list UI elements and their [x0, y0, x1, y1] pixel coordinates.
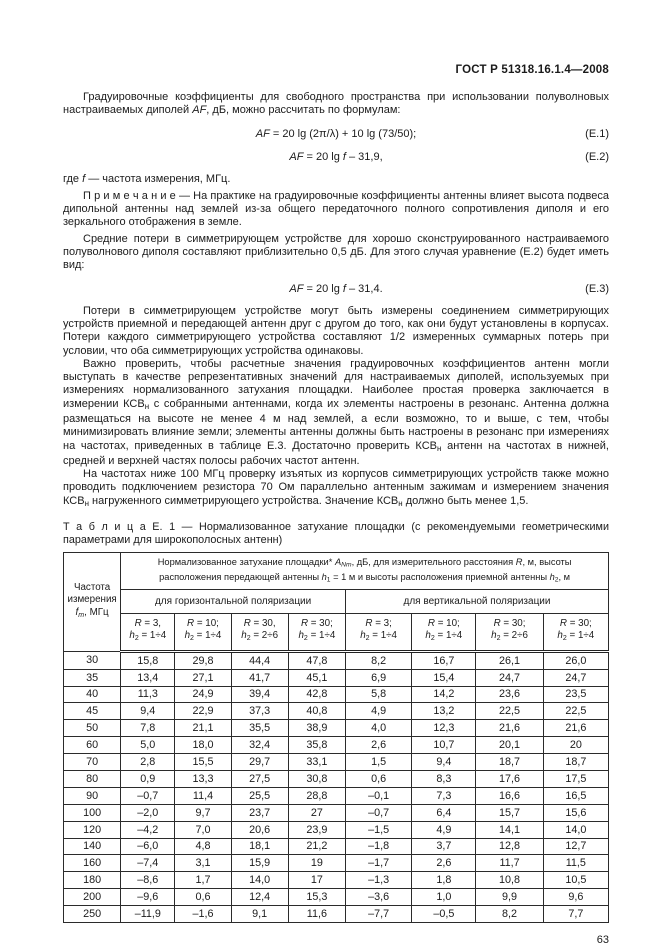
table-caption: Т а б л и ц а Е. 1 — Нормализованное затухание площадки (с рекомендуемыми геометрическими параметрами для широкополосных антенн)	[63, 521, 609, 547]
value-cell: 9,4	[121, 703, 175, 720]
value-cell: 4,0	[345, 720, 411, 737]
value-cell: 30,8	[288, 770, 345, 787]
value-cell: 14,1	[476, 821, 543, 838]
value-cell: 3,1	[175, 855, 231, 872]
col-header-main: Нормализованное затухание площадки* ANm, дБ, для измерительного расстояния R, м, высоты расположения передающей антенны h1 = 1 м и высоты расположения приемной антенны h2, м	[121, 553, 609, 590]
value-cell: 37,3	[231, 703, 288, 720]
paragraph-note: П р и м е ч а н и е — На практике на градуировочные коэффициенты антенны влияет высота подвеса дипольной антенны над землей из-за общего передаточного полного сопротивления диполя и его зеркального отображения в земле.	[63, 189, 609, 229]
value-cell: 11,4	[175, 787, 231, 804]
table-body	[64, 651, 609, 922]
value-cell: 15,7	[476, 804, 543, 821]
document-header: ГОСТ Р 51318.16.1.4—2008	[455, 64, 609, 76]
page-number: 63	[596, 933, 609, 946]
value-cell: 20,6	[231, 821, 288, 838]
value-cell: 11,6	[288, 906, 345, 923]
frequency-cell: 100	[64, 804, 121, 821]
table-e1	[63, 552, 609, 923]
value-cell: 39,4	[231, 686, 288, 703]
value-cell: 9,9	[476, 889, 543, 906]
value-cell: 23,9	[288, 821, 345, 838]
value-cell: 16,5	[543, 787, 608, 804]
paragraph-where: где f — частота измерения, МГц.	[63, 172, 231, 185]
value-cell: 21,6	[476, 720, 543, 737]
frequency-cell: 140	[64, 838, 121, 855]
value-cell: 26,0	[543, 651, 608, 669]
value-cell: –0,7	[121, 787, 175, 804]
value-cell: 32,4	[231, 737, 288, 754]
frequency-cell: 70	[64, 754, 121, 771]
value-cell: –1,3	[345, 872, 411, 889]
value-cell: 22,5	[476, 703, 543, 720]
value-cell: 17,6	[476, 770, 543, 787]
value-cell: 19	[288, 855, 345, 872]
col-header-frequency: Частота измерения fm, МГц	[64, 553, 121, 651]
value-cell: 23,5	[543, 686, 608, 703]
formula-e1-number: (Е.1)	[585, 127, 609, 140]
value-cell: 17	[288, 872, 345, 889]
value-cell: 41,7	[231, 669, 288, 686]
col-subheader-v-r30a: R = 30; h2 = 2÷6	[476, 613, 543, 651]
value-cell: –11,9	[121, 906, 175, 923]
value-cell: 35,5	[231, 720, 288, 737]
value-cell: 8,2	[345, 651, 411, 669]
value-cell: 11,7	[476, 855, 543, 872]
table-row	[64, 686, 609, 703]
value-cell: 10,8	[476, 872, 543, 889]
table-header	[64, 553, 609, 651]
formula-e3	[63, 282, 609, 296]
col-subheader-h-r30b: R = 30; h2 = 1÷4	[288, 613, 345, 651]
value-cell: 6,4	[412, 804, 476, 821]
table-row	[64, 804, 609, 821]
value-cell: 38,9	[288, 720, 345, 737]
value-cell: 27,5	[231, 770, 288, 787]
value-cell: 21,1	[175, 720, 231, 737]
value-cell: 9,4	[412, 754, 476, 771]
value-cell: 13,3	[175, 770, 231, 787]
value-cell: 23,6	[476, 686, 543, 703]
value-cell: 9,6	[543, 889, 608, 906]
value-cell: 12,4	[231, 889, 288, 906]
value-cell: 12,3	[412, 720, 476, 737]
value-cell: 5,8	[345, 686, 411, 703]
value-cell: –4,2	[121, 821, 175, 838]
formula-e3-body: AF = 20 lg f – 31,4.	[289, 282, 383, 295]
value-cell: –7,4	[121, 855, 175, 872]
value-cell: –2,0	[121, 804, 175, 821]
value-cell: 0,6	[345, 770, 411, 787]
frequency-cell: 50	[64, 720, 121, 737]
value-cell: 16,6	[476, 787, 543, 804]
paragraph-important: Важно проверить, чтобы расчетные значения градуировочных коэффициентов антенн могли выступать в качестве репрезентативных значений для настраиваемых диполей, используемых при измерениях нормализованного затухания площадки. Наиболее простая проверка заключается в измерении КСВн с собранными антеннами, когда их элементы настроены в резонанс. Антенна должна размещаться на высоте не менее 4 м над землей, а если возможно, то и выше, с тем, чтобы минимизировать влияние земли; элементы антенны должны быть настроены в резонанс при измерениях на частотах, приведенных в таблице Е.3. Достаточно проверить КСВн антенн на частотах в нижней, средней и верхней частях полосы рабочих частот антенн.	[63, 357, 610, 467]
value-cell: –1,8	[345, 838, 411, 855]
value-cell: –3,6	[345, 889, 411, 906]
value-cell: –1,5	[345, 821, 411, 838]
value-cell: 15,6	[543, 804, 608, 821]
value-cell: 45,1	[288, 669, 345, 686]
paragraph-balun-loss: Средние потери в симметрирующем устройстве для хорошо сконструированного настраиваемого полуволнового диполя составляют приблизительно 0,5 дБ. Для этого случая уравнение (Е.2) будет иметь вид:	[63, 232, 609, 272]
value-cell: –0,1	[345, 787, 411, 804]
value-cell: 2,6	[412, 855, 476, 872]
value-cell: 17,5	[543, 770, 608, 787]
value-cell: 24,7	[476, 669, 543, 686]
value-cell: 18,7	[476, 754, 543, 771]
value-cell: 4,9	[345, 703, 411, 720]
table-row	[64, 669, 609, 686]
value-cell: 18,7	[543, 754, 608, 771]
table-header-row-sub	[64, 613, 609, 651]
table-row	[64, 838, 609, 855]
col-subheader-h-r10: R = 10; h2 = 1÷4	[175, 613, 231, 651]
value-cell: 33,1	[288, 754, 345, 771]
value-cell: 10,5	[543, 872, 608, 889]
value-cell: –9,6	[121, 889, 175, 906]
frequency-cell: 250	[64, 906, 121, 923]
value-cell: 15,4	[412, 669, 476, 686]
col-subheader-v-r10: R = 10; h2 = 1÷4	[412, 613, 476, 651]
frequency-cell: 40	[64, 686, 121, 703]
value-cell: 1,8	[412, 872, 476, 889]
value-cell: –0,7	[345, 804, 411, 821]
formula-e1	[63, 127, 609, 141]
value-cell: 4,8	[175, 838, 231, 855]
table-row	[64, 770, 609, 787]
value-cell: 15,5	[175, 754, 231, 771]
value-cell: –6,0	[121, 838, 175, 855]
col-subheader-h-r3: R = 3, h2 = 1÷4	[121, 613, 175, 651]
frequency-cell: 120	[64, 821, 121, 838]
frequency-cell: 45	[64, 703, 121, 720]
value-cell: 20,1	[476, 737, 543, 754]
col-subheader-v-r30b: R = 30; h2 = 1÷4	[543, 613, 608, 651]
value-cell: 18,0	[175, 737, 231, 754]
value-cell: 24,9	[175, 686, 231, 703]
frequency-cell: 35	[64, 669, 121, 686]
value-cell: 15,3	[288, 889, 345, 906]
formula-e2	[63, 150, 609, 164]
col-group-horizontal-polarization: для горизонтальной поляризации	[121, 589, 346, 613]
formula-e2-number: (Е.2)	[585, 150, 609, 163]
frequency-cell: 200	[64, 889, 121, 906]
frequency-cell: 30	[64, 651, 121, 669]
value-cell: 20	[543, 737, 608, 754]
frequency-cell: 180	[64, 872, 121, 889]
value-cell: 29,7	[231, 754, 288, 771]
value-cell: 28,8	[288, 787, 345, 804]
value-cell: 3,7	[412, 838, 476, 855]
table-row	[64, 703, 609, 720]
value-cell: 2,6	[345, 737, 411, 754]
value-cell: 0,6	[175, 889, 231, 906]
table-row	[64, 906, 609, 923]
table-row	[64, 855, 609, 872]
col-subheader-v-r3: R = 3; h2 = 1÷4	[345, 613, 411, 651]
table-row	[64, 754, 609, 771]
value-cell: 27	[288, 804, 345, 821]
value-cell: 22,9	[175, 703, 231, 720]
frequency-cell: 60	[64, 737, 121, 754]
value-cell: 27,1	[175, 669, 231, 686]
value-cell: 11,5	[543, 855, 608, 872]
value-cell: 4,9	[412, 821, 476, 838]
value-cell: 1,5	[345, 754, 411, 771]
table-row	[64, 787, 609, 804]
value-cell: 15,8	[121, 651, 175, 669]
value-cell: 1,0	[412, 889, 476, 906]
value-cell: 2,8	[121, 754, 175, 771]
value-cell: 12,8	[476, 838, 543, 855]
value-cell: –1,7	[345, 855, 411, 872]
table-row	[64, 821, 609, 838]
value-cell: 14,0	[231, 872, 288, 889]
value-cell: 11,3	[121, 686, 175, 703]
frequency-cell: 160	[64, 855, 121, 872]
value-cell: 26,1	[476, 651, 543, 669]
value-cell: 23,7	[231, 804, 288, 821]
value-cell: 7,3	[412, 787, 476, 804]
value-cell: 40,8	[288, 703, 345, 720]
value-cell: 14,0	[543, 821, 608, 838]
value-cell: 47,8	[288, 651, 345, 669]
table-row	[64, 889, 609, 906]
frequency-cell: 90	[64, 787, 121, 804]
value-cell: 21,6	[543, 720, 608, 737]
value-cell: 22,5	[543, 703, 608, 720]
value-cell: 24,7	[543, 669, 608, 686]
value-cell: 15,9	[231, 855, 288, 872]
value-cell: 0,9	[121, 770, 175, 787]
value-cell: 29,8	[175, 651, 231, 669]
value-cell: 8,3	[412, 770, 476, 787]
value-cell: 5,0	[121, 737, 175, 754]
paragraph-intro: Градуировочные коэффициенты для свободного пространства при использовании полуволновых настраиваемых диполей AF, дБ, можно рассчитать по формулам:	[63, 91, 609, 117]
value-cell: 9,7	[175, 804, 231, 821]
value-cell: 35,8	[288, 737, 345, 754]
value-cell: –0,5	[412, 906, 476, 923]
value-cell: 25,5	[231, 787, 288, 804]
value-cell: 13,2	[412, 703, 476, 720]
table-row	[64, 720, 609, 737]
value-cell: 21,2	[288, 838, 345, 855]
col-subheader-h-r30a: R = 30, h2 = 2÷6	[231, 613, 288, 651]
table-header-row-groups	[64, 589, 609, 613]
value-cell: 13,4	[121, 669, 175, 686]
value-cell: 44,4	[231, 651, 288, 669]
value-cell: –7,7	[345, 906, 411, 923]
value-cell: 12,7	[543, 838, 608, 855]
table-row	[64, 872, 609, 889]
value-cell: 7,8	[121, 720, 175, 737]
value-cell: 7,0	[175, 821, 231, 838]
value-cell: 1,7	[175, 872, 231, 889]
formula-e3-number: (Е.3)	[585, 282, 609, 295]
table-header-row-main	[64, 553, 609, 590]
value-cell: –8,6	[121, 872, 175, 889]
value-cell: 18,1	[231, 838, 288, 855]
frequency-cell: 80	[64, 770, 121, 787]
paragraph-below-100: На частотах ниже 100 МГц проверку изъятых из корпусов симметрирующих устройств также можно проводить подключением резистора 70 Ом параллельно антенным зажимам и измерением значения КСВн нагруженного симметрирующего устройства. Значение КСВн должно быть менее 1,5.	[63, 468, 609, 508]
table-row	[64, 737, 609, 754]
value-cell: 7,7	[543, 906, 608, 923]
paragraph-losses-measure: Потери в симметрирующем устройстве могут быть измерены соединением симметрирующих устройств приемной и передающей антенн друг с другом до того, как они будут установлены в корпусах. Потери каждого симметрирующего устройства составляют 1/2 измеренных суммарных потерь при условии, что оба симметрирующих устройства одинаковы.	[63, 304, 609, 357]
table-row	[64, 651, 609, 669]
value-cell: –1,6	[175, 906, 231, 923]
formula-e1-body: AF = 20 lg (2π/λ) + 10 lg (73/50);	[255, 127, 417, 140]
col-group-vertical-polarization: для вертикальной поляризации	[345, 589, 608, 613]
value-cell: 42,8	[288, 686, 345, 703]
value-cell: 10,7	[412, 737, 476, 754]
value-cell: 8,2	[476, 906, 543, 923]
value-cell: 14,2	[412, 686, 476, 703]
formula-e2-body: AF = 20 lg f – 31,9,	[289, 150, 383, 163]
value-cell: 9,1	[231, 906, 288, 923]
value-cell: 6,9	[345, 669, 411, 686]
value-cell: 16,7	[412, 651, 476, 669]
page-content	[63, 64, 609, 946]
